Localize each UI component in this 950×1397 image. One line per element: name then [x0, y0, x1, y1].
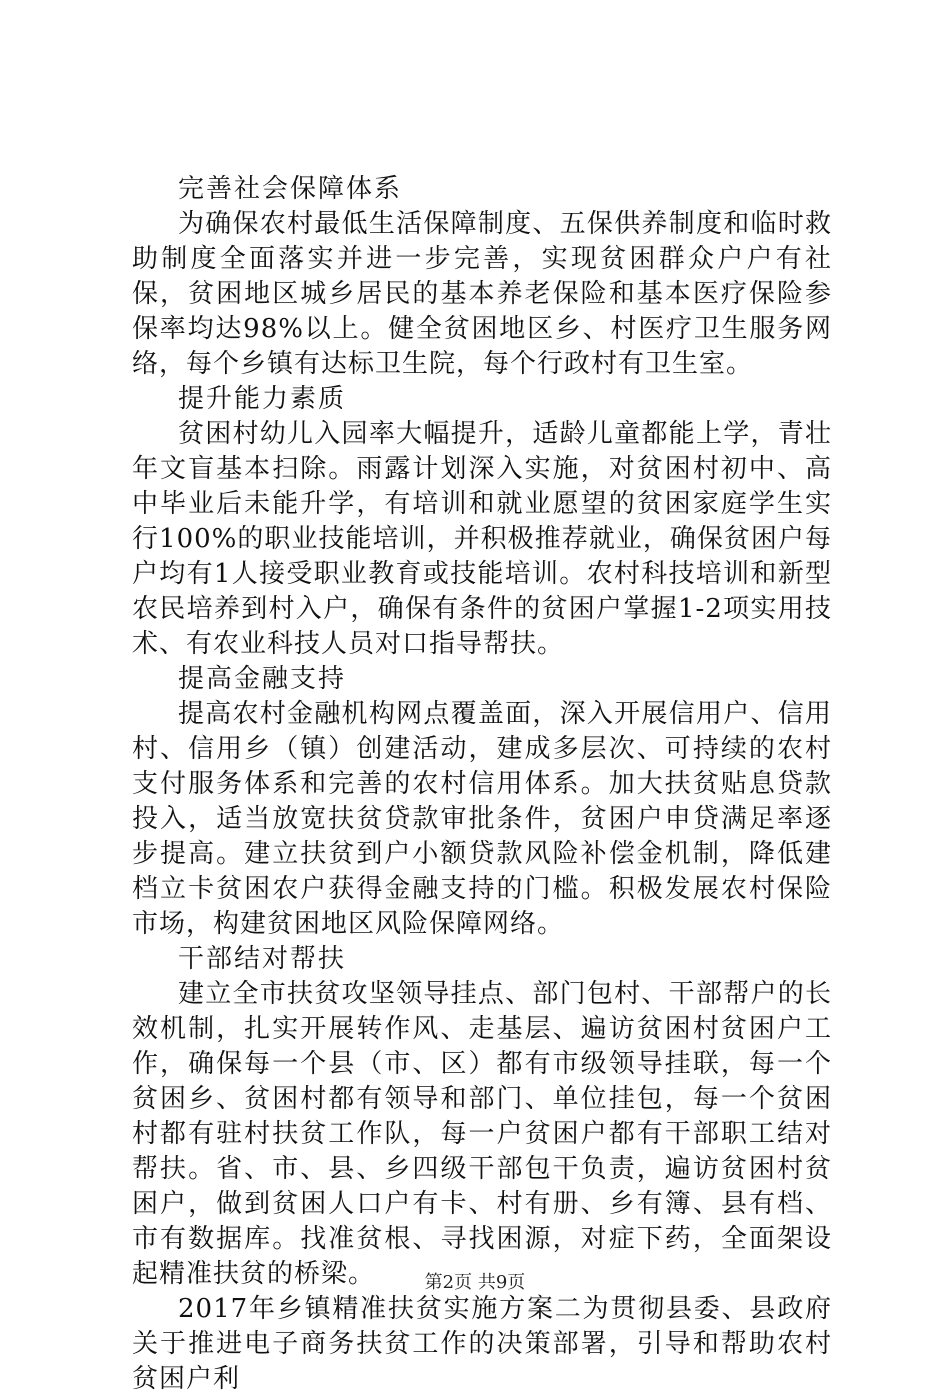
section-paragraph-ability: 贫困村幼儿入园率大幅提升，适龄儿童都能上学，青壮年文盲基本扫除。雨露计划深入实施，对贫困村初中、高中毕业后未能升学，有培训和就业愿望的贫困家庭学生实行100%的职业技能培训，并积极推荐就业，确保贫困户每户均有1人接受职业教育或技能培训。农村科技培训和新型农民培养到村入户，确保有条件的贫困户掌握1-2项实用技术、有农业科技人员对口指导帮扶。: [132, 419, 832, 659]
page-number-label: 第2页 共9页: [424, 1272, 526, 1293]
document-body: [132, 172, 832, 1397]
section-heading-social-security: 完善社会保障体系: [178, 174, 403, 204]
page-footer: [0, 1271, 950, 1295]
section-paragraph-cadre-support: 建立全市扶贫攻坚领导挂点、部门包村、干部帮户的长效机制，扎实开展转作风、走基层、遍访贫困村贫困户工作，确保每一个县（市、区）都有市级领导挂联，每一个贫困乡、贫困村都有领导和部门、单位挂包，每一个贫困村都有驻村扶贫工作队，每一户贫困户都有干部职工结对帮扶。省、市、县、乡四级干部包干负责，遍访贫困村贫困户，做到贫困人口户有卡、村有册、乡有簿、县有档、市有数据库。找准贫根、寻找困源，对症下药，全面架设起精准扶贫的桥梁。: [132, 979, 832, 1289]
section-heading-finance: 提高金融支持: [178, 664, 347, 694]
section-heading-cadre-support: 干部结对帮扶: [178, 944, 347, 974]
section-paragraph-finance: 提高农村金融机构网点覆盖面，深入开展信用户、信用村、信用乡（镇）创建活动，建成多层次、可持续的农村支付服务体系和完善的农村信用体系。加大扶贫贴息贷款投入，适当放宽扶贫贷款审批条件，贫困户申贷满足率逐步提高。建立扶贫到户小额贷款风险补偿金机制，降低建档立卡贫困农户获得金融支持的门槛。积极发展农村保险市场，构建贫困地区风险保障网络。: [132, 699, 832, 939]
closing-paragraph: 2017年乡镇精准扶贫实施方案二为贯彻县委、县政府关于推进电子商务扶贫工作的决策部署，引导和帮助农村贫困户利: [132, 1294, 832, 1394]
section-paragraph-social-security: 为确保农村最低生活保障制度、五保供养制度和临时救助制度全面落实并进一步完善，实现贫困群众户户有社保，贫困地区城乡居民的基本养老保险和基本医疗保险参保率均达98%以上。健全贫困地区乡、村医疗卫生服务网络，每个乡镇有达标卫生院，每个行政村有卫生室。: [132, 209, 832, 379]
section-heading-ability: 提升能力素质: [178, 384, 347, 414]
